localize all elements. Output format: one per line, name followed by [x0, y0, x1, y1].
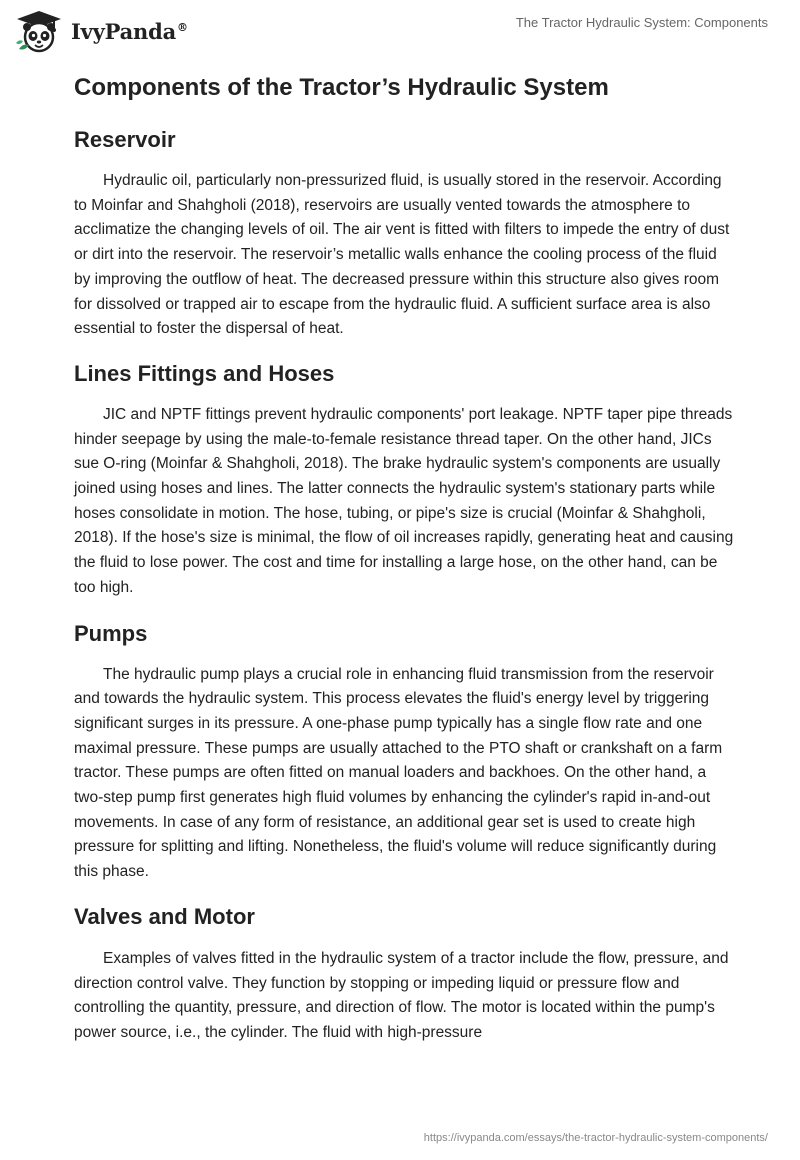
section-paragraph-pumps: The hydraulic pump plays a crucial role in enhancing fluid transmission from the reservoir and towards the hydraulic system. This process elevates the fluid's energy level by triggering significant surges in its pressure. A one-phase pump typically has a single flow rate and one maximal pressure. These pumps are usually attached to the PTO shaft or crankshaft on a farm tractor. These pumps are often fitted on manual loaders and backhoes. On the other hand, a two-step pump first generates high fluid volumes by enhancing the cylinder's rapid in-and-out movements. In case of any form of resistance, an additional gear set is used to create high pressure for splitting and lifting. Nonetheless, the fluid's volume will reduce significantly during this phase.: [74, 665, 723, 881]
document-title: The Tractor Hydraulic System: Components: [515, 15, 768, 30]
section-heading-lines-fittings-hoses: Lines Fittings and Hoses: [74, 360, 335, 386]
panda-graduation-cap-icon: [15, 9, 63, 53]
article-body: [74, 72, 734, 1046]
section-heading-reservoir: Reservoir: [74, 127, 176, 152]
brand-text: IvyPanda: [71, 18, 177, 44]
article-title: Components of the Tractor’s Hydraulic System: [74, 74, 609, 101]
section-paragraph-valves-motor: Examples of valves fitted in the hydraulic system of a tractor include the flow, pressure, and direction control valve. They function by stopping or impeding liquid or pressure flow and controlling the quantity, pressure, and direction of flow. The motor is located within the pump's power source, i.e., the cylinder. The fluid with high-pressure: [74, 949, 729, 1041]
section-heading-pumps: Pumps: [74, 620, 148, 646]
page-header: [0, 0, 800, 62]
ivypanda-logo[interactable]: [15, 8, 188, 54]
registered-mark: ®: [177, 20, 188, 34]
section-heading-valves-motor: Valves and Motor: [74, 903, 255, 929]
section-paragraph-lines-fittings-hoses: JIC and NPTF fittings prevent hydraulic components' port leakage. NPTF taper pipe threads hinder seepage by using the male-to-female resistance thread taper. On the other hand, JICs sue O-ring (Moinfar & Shahgholi, 2018). The brake hydraulic system's components are usually joined using hoses and lines. The latter connects the hydraulic system's stationary parts while hoses consolidate in motion. The hose, tubing, or pipe's size is crucial (Moinfar & Shahgholi, 2018). If the hose's size is minimal, the flow of oil increases rapidly, generating heat and causing the fluid to lose power. The cost and time for installing a large hose, on the other hand, can be too high.: [74, 405, 734, 596]
section-paragraph-reservoir: Hydraulic oil, particularly non-pressurized fluid, is usually stored in the reservoir. According to Moinfar and Shahgholi (2018), reservoirs are usually vented towards the atmosphere to acclimatize the changing levels of oil. The air vent is fitted with filters to impede the entry of dust or dirt into the reservoir. The reservoir’s metallic walls enhance the cooling process of the fluid by improving the outflow of heat. The decreased pressure within this structure also gives room for dissolved or trapped air to escape from the hydraulic fluid. A sufficient surface area is also essential to foster the dispersal of heat.: [74, 172, 730, 338]
source-url[interactable]: https://ivypanda.com/essays/the-tractor-hydraulic-system-components/: [423, 1132, 768, 1144]
brand-name: [71, 19, 188, 44]
